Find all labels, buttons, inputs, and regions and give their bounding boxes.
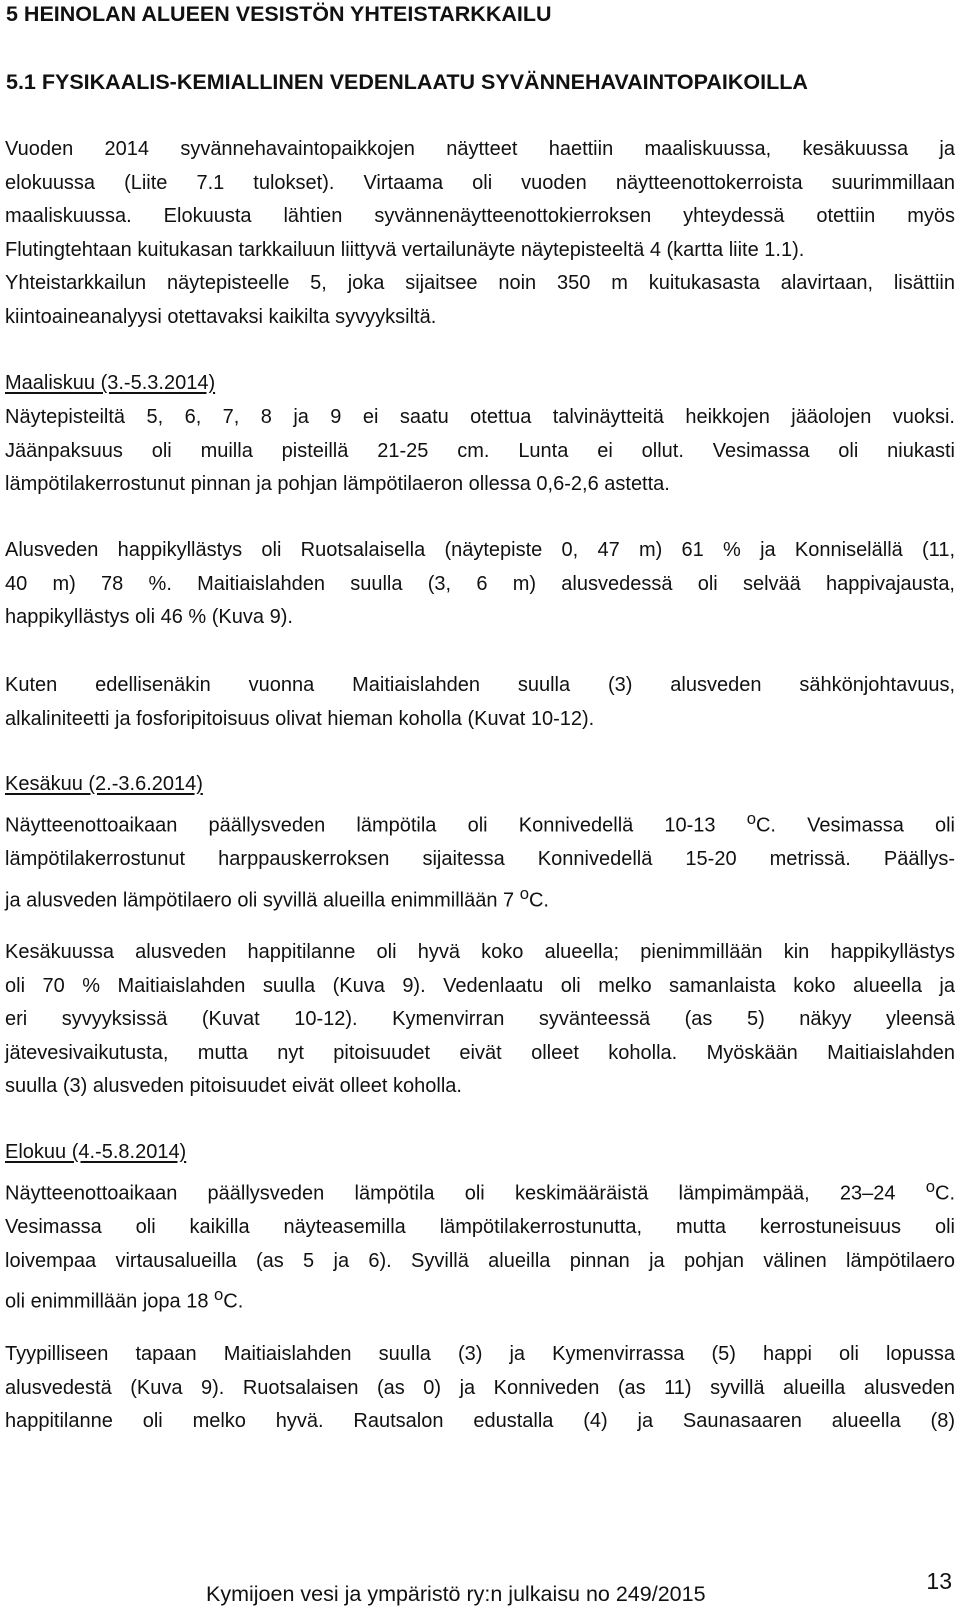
section-heading: 5.1 FYSIKAALIS-KEMIALLINEN VEDENLAATU SYVÄNNEHAVAINTOPAIKOILLA bbox=[6, 70, 808, 94]
text-line: Näytepisteiltä 5, 6, 7, 8 ja 9 ei saatu otettua talvinäytteitä heikkojen jääolojen vuoksi. bbox=[5, 406, 955, 428]
text-line: ja alusveden lämpötilaero oli syvillä alueilla enimmillään 7 $^o$C. bbox=[5, 883, 549, 912]
text-line: kiintoaineanalyysi otettavaksi kaikilta syvyyksiltä. bbox=[5, 305, 437, 328]
march-paragraph-3 bbox=[5, 669, 955, 736]
page-number: 13 bbox=[926, 1568, 952, 1594]
text-line: Näytteenottoaikaan päällysveden lämpötila oli keskimääräistä lämpimämpää, 23–24 $^o$C. bbox=[5, 1177, 955, 1205]
june-subheading: Kesäkuu (2.-3.6.2014) bbox=[5, 773, 203, 795]
march-paragraph-2 bbox=[5, 534, 955, 635]
august-paragraph-2 bbox=[5, 1338, 955, 1439]
text-line: Vuoden 2014 syvännehavaintopaikkojen näytteet haettiin maaliskuussa, kesäkuussa ja bbox=[5, 138, 955, 160]
text-line: elokuussa (Liite 7.1 tulokset). Virtaama oli vuoden näytteenottokerroista suurimmillaan bbox=[5, 171, 955, 194]
june-paragraph-1 bbox=[5, 802, 955, 918]
chapter-heading: 5 HEINOLAN ALUEEN VESISTÖN YHTEISTARKKAILU bbox=[6, 2, 552, 26]
june-paragraph-2 bbox=[5, 936, 955, 1104]
text-line: Alusveden happikyllästys oli Ruotsalaisella (näytepiste 0, 47 m) 61 % ja Konniselällä (11, bbox=[5, 539, 955, 561]
text-line: oli 70 % Maitiaislahden suulla (Kuva 9). Vedenlaatu oli melko samanlaista koko alueella ja bbox=[5, 974, 955, 997]
text-line: alusvedestä (Kuva 9). Ruotsalaisen (as 0) ja Konniveden (as 11) syvillä alueilla alusveden bbox=[5, 1376, 955, 1399]
text-line: jätevesivaikutusta, mutta nyt pitoisuudet eivät olleet koholla. Myöskään Maitiaislahden bbox=[5, 1041, 955, 1064]
text-line: alkaliniteetti ja fosforipitoisuus olivat hieman koholla (Kuvat 10-12). bbox=[5, 707, 595, 730]
text-line: lämpötilakerrostunut harppauskerroksen sijaitessa Konnivedellä 15-20 metrissä. Päällys- bbox=[5, 848, 955, 871]
text-line: Jäänpaksuus oli muilla pisteillä 21-25 cm. Lunta ei ollut. Vesimassa oli niukasti bbox=[5, 439, 955, 462]
text-line: eri syvyyksissä (Kuvat 10-12). Kymenvirran syvänteessä (as 5) näkyy yleensä bbox=[5, 1008, 955, 1031]
text-line: Näytteenottoaikaan päällysveden lämpötila oli Konnivedellä 10-13 $^o$C. Vesimassa oli bbox=[5, 809, 955, 837]
text-line: happikyllästys oli 46 % (Kuva 9). bbox=[5, 606, 293, 629]
text-line: suulla (3) alusveden pitoisuudet eivät olleet koholla. bbox=[5, 1075, 462, 1098]
text-line: loivempaa virtausalueilla (as 5 ja 6). Syvillä alueilla pinnan ja pohjan välinen lämpötilaero bbox=[5, 1249, 955, 1272]
text-line: Kesäkuussa alusveden happitilanne oli hyvä koko alueella; pienimmillään kin happikyllästys bbox=[5, 941, 955, 963]
august-subheading: Elokuu (4.-5.8.2014) bbox=[5, 1141, 187, 1163]
intro-paragraph bbox=[5, 133, 955, 335]
march-subheading: Maaliskuu (3.-5.3.2014) bbox=[5, 372, 216, 394]
text-line: happitilanne oli melko hyvä. Rautsalon edustalla (4) ja Saunasaaren alueella (8) bbox=[5, 1410, 955, 1433]
march-paragraph-1 bbox=[5, 401, 955, 502]
text-line: oli enimmillään jopa 18 $^o$C. bbox=[5, 1285, 244, 1314]
august-paragraph-1 bbox=[5, 1170, 955, 1320]
text-line: lämpötilakerrostunut pinnan ja pohjan lämpötilaeron ollessa 0,6-2,6 astetta. bbox=[5, 473, 670, 496]
text-line: Yhteistarkkailun näytepisteelle 5, joka sijaitsee noin 350 m kuitukasasta alavirtaan, lisättiin bbox=[5, 272, 955, 295]
text-line: 40 m) 78 %. Maitiaislahden suulla (3, 6 m) alusvedessä oli selvää happivajausta, bbox=[5, 572, 955, 595]
page-footer: Kymijoen vesi ja ympäristö ry:n julkaisu no 249/2015 bbox=[206, 1582, 706, 1606]
text-line: Tyypilliseen tapaan Maitiaislahden suulla (3) ja Kymenvirrassa (5) happi oli lopussa bbox=[5, 1343, 955, 1365]
text-line: Vesimassa oli kaikilla näyteasemilla lämpötilakerrostunutta, mutta kerrostuneisuus oli bbox=[5, 1216, 955, 1239]
text-line: maaliskuussa. Elokuusta lähtien syvännenäytteenottokierroksen yhteydessä otettiin myös bbox=[5, 205, 955, 228]
text-line: Flutingtehtaan kuitukasan tarkkailuun liittyvä vertailunäyte näytepisteeltä 4 (kartta liite 1.1). bbox=[5, 238, 805, 261]
text-line: Kuten edellisenäkin vuonna Maitiaislahden suulla (3) alusveden sähkönjohtavuus, bbox=[5, 674, 955, 696]
